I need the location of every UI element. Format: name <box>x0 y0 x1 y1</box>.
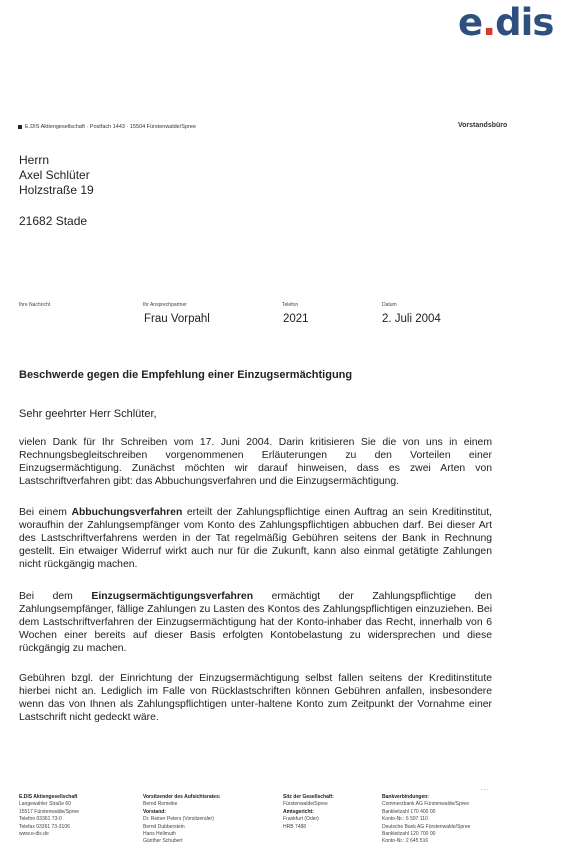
body-paragraph-1: vielen Dank für Ihr Schreiben vom 17. Juni 2004. Darin kritisieren Sie die von uns in einem Rechnungsbegleitschreiben vorgenommenen Erläuterungen zu den Vorteilen einer Einzugsermächtigung. Zunächst möchten wir darauf hinweisen, dass es zwei Arten von Lastschriftverfahren gibt: das Abbuchungsverfahren und die Einzugsermächtigung. <box>19 437 492 487</box>
recipient-address <box>19 153 94 229</box>
footer-bank-heading: Bankverbindungen: <box>382 794 429 800</box>
recipient-city: 21682 Stade <box>19 214 88 228</box>
department-label: Vorstandsbüro <box>458 122 508 129</box>
footer-bank-name: Deutsche Bank AG Fürstenwalde/Spree <box>382 823 471 830</box>
footer-bank-account: Konto-Nr.: 6 597 110 <box>382 816 428 823</box>
p2-term: Abbuchungsverfahren <box>71 507 183 518</box>
footer-board-subheading: Vorstand: <box>143 808 166 815</box>
footer-bank-code: Bankleitzahl 170 400 00 <box>382 808 436 815</box>
recipient-street: Holzstraße 19 <box>19 183 94 197</box>
body-paragraph-3 <box>19 590 492 655</box>
logo-dot: . <box>482 1 496 44</box>
letter-subject: Beschwerde gegen die Empfehlung einer Einzugsermächtigung <box>19 369 353 381</box>
footer-bank-account: Konto-Nr.: 2 645 516 <box>382 838 429 845</box>
footer-seat <box>283 794 334 831</box>
footer-board-member: Bernd Dubberstein <box>143 823 185 830</box>
edis-logo <box>458 1 554 44</box>
footer-seat-heading: Sitz der Gesellschaft: <box>283 794 334 800</box>
sender-text: E.DIS Aktiengesellschaft · Postfach 1443 · 15504 Fürstenwalde/Spree <box>25 124 196 130</box>
p3-lead: Bei dem <box>19 591 92 602</box>
footer-board-heading: Vorsitzender des Aufsichtsrates: <box>143 794 221 800</box>
p2-lead: Bei einem <box>19 507 72 518</box>
footer-company <box>19 794 79 838</box>
footer-board-member: Günther Schubert <box>143 838 183 845</box>
footer-company-fax: Telefax 03361 73-3106 <box>19 823 70 830</box>
footer-court-register: HRB 7488 <box>283 823 307 830</box>
recipient-title: Herrn <box>19 153 50 167</box>
footer-company-heading: E.DIS Aktiengesellschaft <box>19 794 78 800</box>
footer-court-city: Frankfurt (Oder) <box>283 816 319 823</box>
sender-line <box>18 124 196 130</box>
footer-board-member: Hans Hellmuth <box>143 831 176 838</box>
square-bullet-icon <box>18 125 22 129</box>
your-message-label: Ihre Nachricht <box>19 302 51 308</box>
letter-greeting: Sehr geehrter Herr Schlüter, <box>19 408 157 420</box>
footer-company-city: 15517 Fürstenwalde/Spree <box>19 808 80 815</box>
recipient-name: Axel Schlüter <box>19 168 90 182</box>
footer-bank <box>382 794 470 846</box>
footer-company-phone: Telefon 03361 73-0 <box>19 816 62 823</box>
contact-label: Ihr Ansprechpartner <box>143 302 187 308</box>
page-continuation-mark: ... <box>481 785 490 792</box>
logo-e: e <box>458 1 483 44</box>
p2-rest: erteilt der Zahlungspflichtige einen Auftrag an sein Kreditinstitut, woraufhin der Zahlungsempfänger vom Konto des Zahlungspflichtigen abbuchen darf. Bei dieser Art des Lastschriftverfahrens werden in der Tat regelmäßig Gebühren seitens der Bank in Rechnung gestellt. Ein etwaiger Widerruf wirkt auch nur für die Zukunft, kann also einmal getätigte Zahlungen nicht rückgängig machen. <box>19 507 493 570</box>
logo-dis: dis <box>495 1 554 44</box>
footer-bank-code: Bankleitzahl 120 700 00 <box>382 831 436 838</box>
date-label: Datum <box>382 302 397 308</box>
p3-term: Einzugsermächtigungsverfahren <box>91 591 254 602</box>
contact-value: Frau Vorpahl <box>144 313 210 325</box>
phone-value: 2021 <box>283 313 309 325</box>
footer-company-street: Langewahler Straße 60 <box>19 801 71 808</box>
body-paragraph-2 <box>19 506 492 571</box>
body-paragraph-4: Gebühren bzgl. der Einrichtung der Einzugsermächtigung selbst fallen seitens der Kreditinstitute hierbei nicht an. Lediglich im Falle von Rücklastschriften können Gebühren anfallen, insbesondere wenn das von Ihnen als Zahlungspflichtigen unter-haltene Konto zum Zeitpunkt der Vornahme einer Lastschrift nicht gedeckt wäre. <box>19 673 492 723</box>
footer-board-member: Dr. Reiner Peters (Vorsitzender) <box>143 816 214 823</box>
date-value: 2. Juli 2004 <box>382 313 441 325</box>
footer-board-chair: Bernd Romeike <box>143 801 178 808</box>
footer-bank-name: Commerzbank AG Fürstenwalde/Spree <box>382 801 469 808</box>
footer-seat-city: Fürstenwalde/Spree <box>283 801 328 808</box>
footer-board <box>143 794 221 846</box>
p3-rest: ermächtigt der Zahlungspflichtige den Zahlungsempfänger, fällige Zahlungen zu Lasten des Kontos des Zahlungspflichtigen einzuziehen. Bei dem Lastschriftverfahren der Einzugsermächtigung hat der Konto-inhaber das Recht, innerhalb von 6 Wochen einer bereits auf dieser Basis erfolgten Kontobelastung zu widersprechen und diese rückgängig zu machen. <box>19 591 492 654</box>
footer-company-website: www.e-dis.de <box>19 831 49 838</box>
footer-court-heading: Amtsgericht: <box>283 808 314 815</box>
phone-label: Telefon <box>282 302 299 308</box>
